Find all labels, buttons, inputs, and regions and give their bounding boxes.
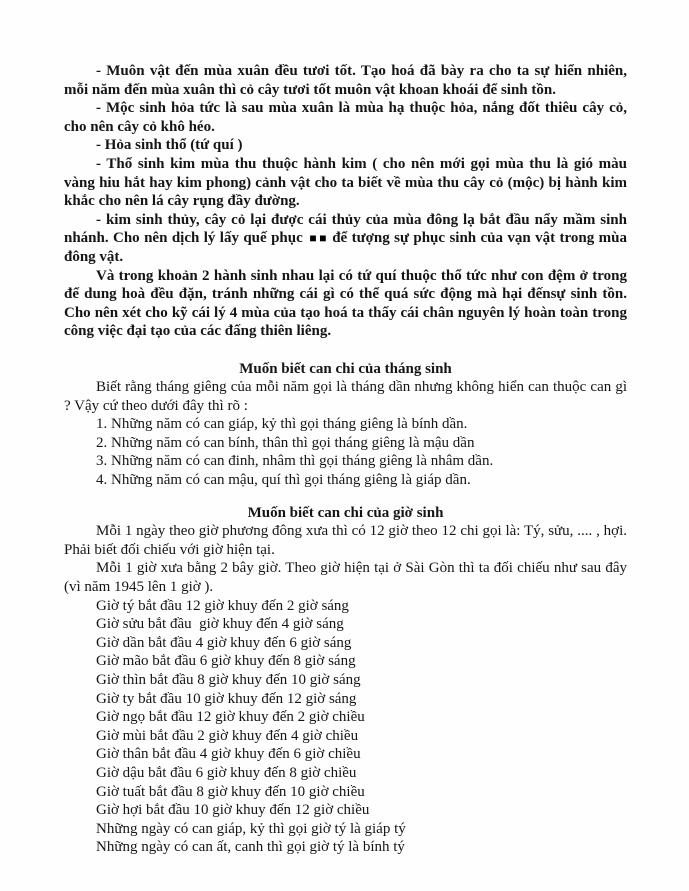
month-rule-item: 3. Những năm có can đinh, nhâm thì gọi tháng giêng là nhâm dần. [96, 453, 494, 470]
hour-day-rule: Những ngày có can giáp, kỷ thì gọi giờ tý là giáp tý [96, 820, 406, 837]
month-rule-item: 4. Những năm có can mậu, quí thì gọi tháng giêng là giáp dần. [96, 472, 471, 489]
hour-day-rule: Những ngày có can ất, canh thì gọi giờ tý là bính tý [96, 839, 405, 856]
hour-line: Giờ ty bắt đầu 10 giờ khuy đến 12 giờ sáng [96, 690, 357, 707]
hour-section-intro-1: Mỗi 1 ngày theo giờ phương đông xưa thì có 12 giờ theo 12 chi gọi là: Tý, sửu, .... , hợi. Phải biết đối chiếu với giờ hiện tại. [64, 523, 627, 558]
hour-line: Giờ thìn bắt đầu 8 giờ khuy đến 10 giờ sáng [96, 672, 361, 688]
paragraph-moc-sinh-hoa: - Mộc sinh hỏa tức là sau mùa xuân là mùa hạ thuộc hỏa, nắng đốt thiêu cây cỏ, cho nên cây cỏ khô héo. [64, 100, 627, 135]
paragraph-closing: Và trong khoản 2 hành sinh nhau lại có tứ quí thuộc thổ tức như con đệm ở trong để dung hoà đều đặn, tránh những cái gì có thể quá sức động mà hại đếnsự sinh tồn. Cho nên xét cho kỹ cái lý 4 mùa của tạo hoá ta thấy cái chân nguyên lý hoàn toàn trong công việc đại tạo của các đấng thiên liêng. [64, 267, 627, 340]
month-section-intro: Biết rằng tháng giêng của mỗi năm gọi là tháng dần nhưng không hiển can thuộc can gì ? Vậy cứ theo dưới đây thì rõ : [64, 379, 627, 414]
text-before-glyph: - kim sinh thủy, cây cỏ lại được cái thủy của mùa đông lạ bắt đầu nẩy mầm sinh nhánh. Cho nên dịch lý lấy quế phục [64, 211, 627, 247]
section-heading-month-sinh: Muốn biết can chi của tháng sinh [239, 360, 452, 377]
hour-section-intro-2: Mỗi 1 giờ xưa bằng 2 bây giờ. Theo giờ hiện tại ở Sài Gòn thì ta đối chiếu như sau đây (vì năm 1945 lên 1 giờ ). [64, 560, 627, 596]
paragraph-muon-vat: - Muôn vật đến mùa xuân đều tươi tốt. Tạo hoá đã bày ra cho ta sự hiển nhiên, mỗi năm đến mùa xuân thì cỏ cây tươi tốt muôn vật khoan khoái để sinh tồn. [64, 63, 627, 98]
five-elements-section [64, 62, 627, 341]
hour-line: Giờ hợi bắt đầu 10 giờ khuy đến 12 giờ chiều [96, 802, 370, 819]
hour-line: Giờ thân bắt đầu 4 giờ khuy đến 6 giờ chiều [96, 746, 361, 763]
hour-line: Giờ mùi bắt đầu 2 giờ khuy đến 4 giờ chiều [96, 727, 359, 744]
paragraph-hoa-sinh-tho: - Hỏa sinh thổ (tứ quí ) [96, 137, 243, 154]
hour-line: Giờ mão bắt đầu 6 giờ khuy đến 8 giờ sáng [96, 653, 356, 670]
hour-line: Giờ tuất bắt đầu 8 giờ khuy đến 10 giờ chiều [96, 783, 365, 800]
black-square-glyphs: ■■ [308, 231, 330, 246]
hour-list [96, 597, 627, 857]
month-rule-item: 1. Những năm có can giáp, kỷ thì gọi tháng giêng là bính dần. [96, 416, 468, 433]
hour-line: Giờ sửu bắt đầu giờ khuy đến 4 giờ sáng [96, 616, 344, 633]
section-heading-hour-sinh: Muốn biết can chi của giờ sinh [247, 504, 444, 521]
text-after-glyph: để tượng sự phục sinh của vạn vật trong mùa đông vật. [64, 230, 627, 265]
hour-line: Giờ ngọ bắt đầu 12 giờ khuy đến 2 giờ chiều [96, 709, 365, 726]
month-rules-list [96, 415, 627, 489]
paragraph-kim-sinh-thuy [64, 211, 627, 267]
hour-line: Giờ dậu bắt đầu 6 giờ khuy đến 8 giờ chiều [96, 764, 357, 781]
paragraph-tho-sinh-kim: - Thổ sinh kim mùa thu thuộc hành kim ( cho nên mới gọi mùa thu là gió màu vàng hiu hắt hay kim phong) cảnh vật cho ta biết về mùa thu cây cỏ (mộc) bị hành kim khắc cho nên lá cây rụng đầy đường. [64, 155, 627, 210]
hour-line: Giờ tý bắt đầu 12 giờ khuy đến 2 giờ sáng [96, 597, 349, 614]
hour-line: Giờ dần bắt đầu 4 giờ khuy đến 6 giờ sáng [96, 634, 352, 651]
month-rule-item: 2. Những năm có can bính, thân thì gọi tháng giêng là mậu dần [96, 434, 475, 451]
